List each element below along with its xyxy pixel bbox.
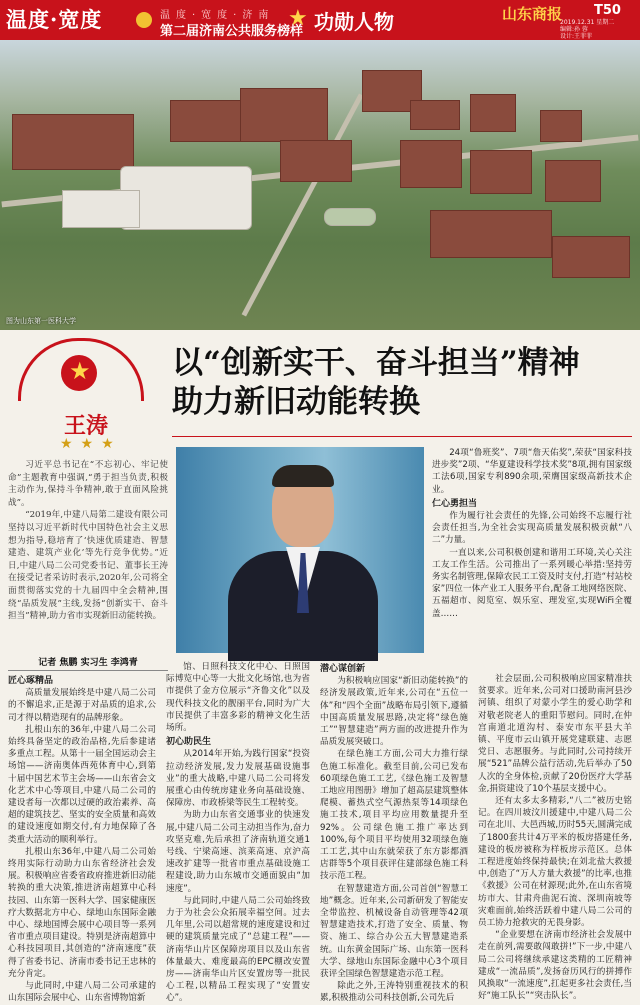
issue-meta: [560, 19, 638, 40]
star-icon: ★: [288, 6, 308, 31]
body-paragraph: 在绿色施工方面,公司大力推行绿色施工标准化。截至目前,公司已发布60项绿色施工工艺,《绿色施工及智慧工地应用图册》增加了超高层建筑整体爬模、蓄热式空气源热泵等14项绿色施工技术,项目平均应用数量提升至92%。公司绿色施工推广率达到100%,每个项目平均使用32项绿色施工工艺,其中山东就荣获了东方影都酒店群等5个项目获评住建部绿色施工科技示范工程。: [320, 749, 468, 882]
laurel-emblem: [18, 338, 144, 401]
campus-photo: [0, 40, 640, 330]
headline-line-2: 助力新旧动能转换: [172, 384, 420, 420]
body-paragraph: 扎根山东36年,中建八局二公司始终用实际行动助力山东省经济社会发展。积极响应省委省政府推进新旧动能转换的重大决策,推进济南超算中心科技园、山东第一医科大学、国家健康医疗大数据北方中心、绿地山东国际金融中心、绿地国博会展中心项目等一系列省市重点项目建设。特别是济南超算中心科技园项目,其创造的“济南速度”获得了省委书记、济南市委书记王忠林的充分肯定。: [8, 846, 156, 979]
page-number: T50: [594, 3, 621, 18]
header-subtitle: 第二届济南公共服务榜样: [160, 24, 304, 39]
body-paragraph: “企业要想在济南市经济社会发展中走在前列,需要敢闯敢拼!”下一步,中建八局二公司将继续承建这类精的工匠精神建成“一流品质”,发扬奋历风行的拼搏作风换取“一流速度”,扛起更多社会责任,当好“施工队长”“突击队长”。: [478, 930, 632, 1002]
intro-paragraph: “2019年,中建八局第二建设有限公司坚持以习近平新时代中国特色社会主义思想为指导,稳培育了‘快速优质建造、智慧建造、建筑产业化’等先行竞争优势。”近日,中建八局二公司党委书记、董事长王涛在接受记者采访时表示,2020年,公司将全面贯彻落实党的十九届四中全会精神,围绕“品质发展”主线,发扬“创新实干、奋斗担当”精神,助力省市实现新旧动能转换。: [8, 510, 168, 622]
body-paragraph: 与此同时,中建八局二公司承建的山东国际会展中心、山东省博物馆新: [8, 981, 156, 1004]
photo-caption: 图为山东第一医科大学: [6, 317, 76, 325]
body-paragraph: 作为履行社会责任的先锋,公司始终不忘履行社会责任担当,为全社会实现高质量发展积极贡献“八二”力量。: [432, 511, 632, 546]
headline-rule: [172, 436, 632, 437]
body-paragraph: 扎根山东的36年,中建八局二公司始终具备坚定的政治品格,先后参建诸多重点工程。从第十一届全国运动会主场馆——济南奥体西苑体育中心,到第十届中国艺术节主会场——山东省会文化艺术中心等项目,中建八局二公司的建设者每一次都以过硬的政治素养、高超的建筑技艺、坚实的安全质量和高效的建设速度如期交付,有力地保障了各类重大活动的顺利举行。: [8, 724, 156, 845]
article-intro: [8, 459, 168, 649]
body-paragraph: 为助力山东省交通事业的快速发展,中建八局二公司主动担当作为,奋力攻坚克难,先后承担了济南轨道交通1号线、宁梁高速、滨莱高速、京沪高速改扩建等一批省市重点基础设施工程建设,助力山东城市交通面貌由“加速度”。: [166, 810, 310, 894]
subheading: 仁心勇担当: [432, 498, 478, 509]
issue-designer: 设计:王菲菲: [560, 33, 593, 40]
body-paragraph: 在智慧建造方面,公司首创“智慧工地”概念。近年来,公司新研发了智能安全带监控、机械设备自动管理等42项智慧建造技术,打造了安全、质量、物资、施工、综合办公五大智慧建造系统。山东黄金国际广场、山东第一医科大学、绿地山东国际金融中心3个项目获评全国绿色智慧建造示范工程。: [320, 883, 468, 980]
paper-name: 山东商报: [502, 5, 563, 23]
body-paragraph: 为积极响应国家“新旧动能转换”的经济发展政策,近年来,公司在“五位一体”和“四个全面”战略布局引领下,遵循中国高质量发展思路,决定将“绿色施工”“智慧建造”两方面的改进提升作为品质发展突破口。: [320, 676, 468, 748]
byline: 记者 焦鹏 实习生 李鸿青: [8, 655, 168, 671]
column-4-bottom: [478, 673, 632, 1002]
page-header: [0, 0, 640, 40]
column-2: [166, 661, 310, 1004]
issue-date: 2019.12.31 星期二: [560, 19, 615, 26]
brand-title: 温度·宽度: [6, 7, 103, 32]
subheading: 匠心琢精品: [8, 676, 54, 686]
rating-stars: ★★★: [60, 436, 122, 452]
portrait-photo: [176, 447, 424, 653]
body-paragraph: 除此之外,王涛特别重视技术的积累,积极推动公司科技创新,公司先后: [320, 981, 468, 1004]
body-paragraph: 24项“鲁班奖”、7项“詹天佑奖”,荣获“国家科技进步奖”2项、“华夏建设科学技术奖”8项,拥有国家级工法6项,国家专利890余项,荣膺国家级高新技术企业。: [432, 448, 632, 495]
body-paragraph: 从2014年开始,为践行国家“投资拉动经济发展,发力发展基础设施事业”的重大战略,中建八局二公司将发展重心由传统房建业务向基础设施、保障房、市政桥梁等民生工程转变。: [166, 749, 310, 809]
column-1: [8, 673, 156, 1004]
section-title: 功勋人物: [314, 10, 394, 34]
person-name: 王涛: [64, 413, 109, 439]
body-paragraph: 高质量发展始终是中建八局二公司的不懈追求,正是源于对品质的追求,公司才得以精造现有的品牌形象。: [8, 688, 156, 723]
intro-paragraph: 习近平总书记在“不忘初心、牢记使命”主题教育中强调,“勇于担当负责,积极主动作为,保持斗争精神,敢于直面风险挑战”。: [8, 460, 168, 508]
body-paragraph: 社会层面,公司积极响应国家精准扶贫要求。近年来,公司对口援助南河县沙河镇、组织了对蒙小学生的爱心助学和对敬老院老人的重阳节慰问。同时,在仲宫南道北道沟村、泰安市东平县大羊镇、平度市云山镇开展党建联建、志愿党日、志愿服务。与此同时,公司持续开展“521”品牌公益行活动,先后举办了50人次的全身体检,贡献了20份医疗大学基金,捐资建设了10个基层支援中心。: [478, 674, 632, 794]
column-3: [320, 661, 468, 1004]
body-paragraph: 馆、日照科技文化中心、日照国际博览中心等一大批文化场馆,也为省市提供了金方位展示“齐鲁文化”以及现代科技文化的靓丽平台,同时为广大市民提供了丰富多彩的精神文化生活场所。: [166, 662, 310, 734]
star-icon: ★: [69, 357, 91, 385]
column-4-top: [432, 447, 632, 669]
issue-editor: 编辑:孙 蓉: [560, 26, 588, 33]
header-topline: 温度·宽度·济南: [160, 10, 275, 21]
article-headline: [172, 344, 632, 422]
emblem-icon: [136, 12, 152, 28]
body-paragraph: 一直以来,公司积极创建和谐用工环境,关心关注工友工作生活。公司推出了一系列暖心举措:坚持劳务实名制管理,保障农民工工资及时支付,打造“村站校家”四位一体产业工人服务平台,配备工地网络医院、五福超市、阅览室、娱乐室、理发室,实现WiFi全覆盖……: [432, 547, 632, 619]
body-paragraph: 与此同时,中建八局二公司始终致力于为社会公众拓展幸福空间。过去几年里,公司以超常规的速度建设和过硬的建筑质量完成了“总建工程”——济南华山片区保障房项目以及山东省体量最大、难度最高的EPC棚改安置房——济南华山片区安置房等一批民心工程,以精品工程实现了“安置安心”。: [166, 895, 310, 1004]
headline-line-1: 以“创新实干、奋斗担当”精神: [172, 345, 580, 381]
subheading: 潜心谋创新: [320, 664, 366, 674]
body-paragraph: 还有太多太多精彩,“八二”被历史铭记。在四川坡汶川援建中,中建八局二公司在北川、大邑西城,历时55天,圆满完成了1800套共计4万平米的板房搭建任务,建设的板房被称为样板房示范区。总体工程进度始终保持最快;在刘北盐大救援中,创造了“万人方量大救援”的比率,也推《救援》公司在材源现;此外,在山东省境坊市大、甘肃舟曲泥石流、深圳南坡等灾难面前,始终活跃着中建八局二公司的员工协力抢救灾的无畏身影。: [478, 796, 632, 929]
subheading: 初心助民生: [166, 737, 212, 748]
portrait-hair: [272, 465, 334, 487]
